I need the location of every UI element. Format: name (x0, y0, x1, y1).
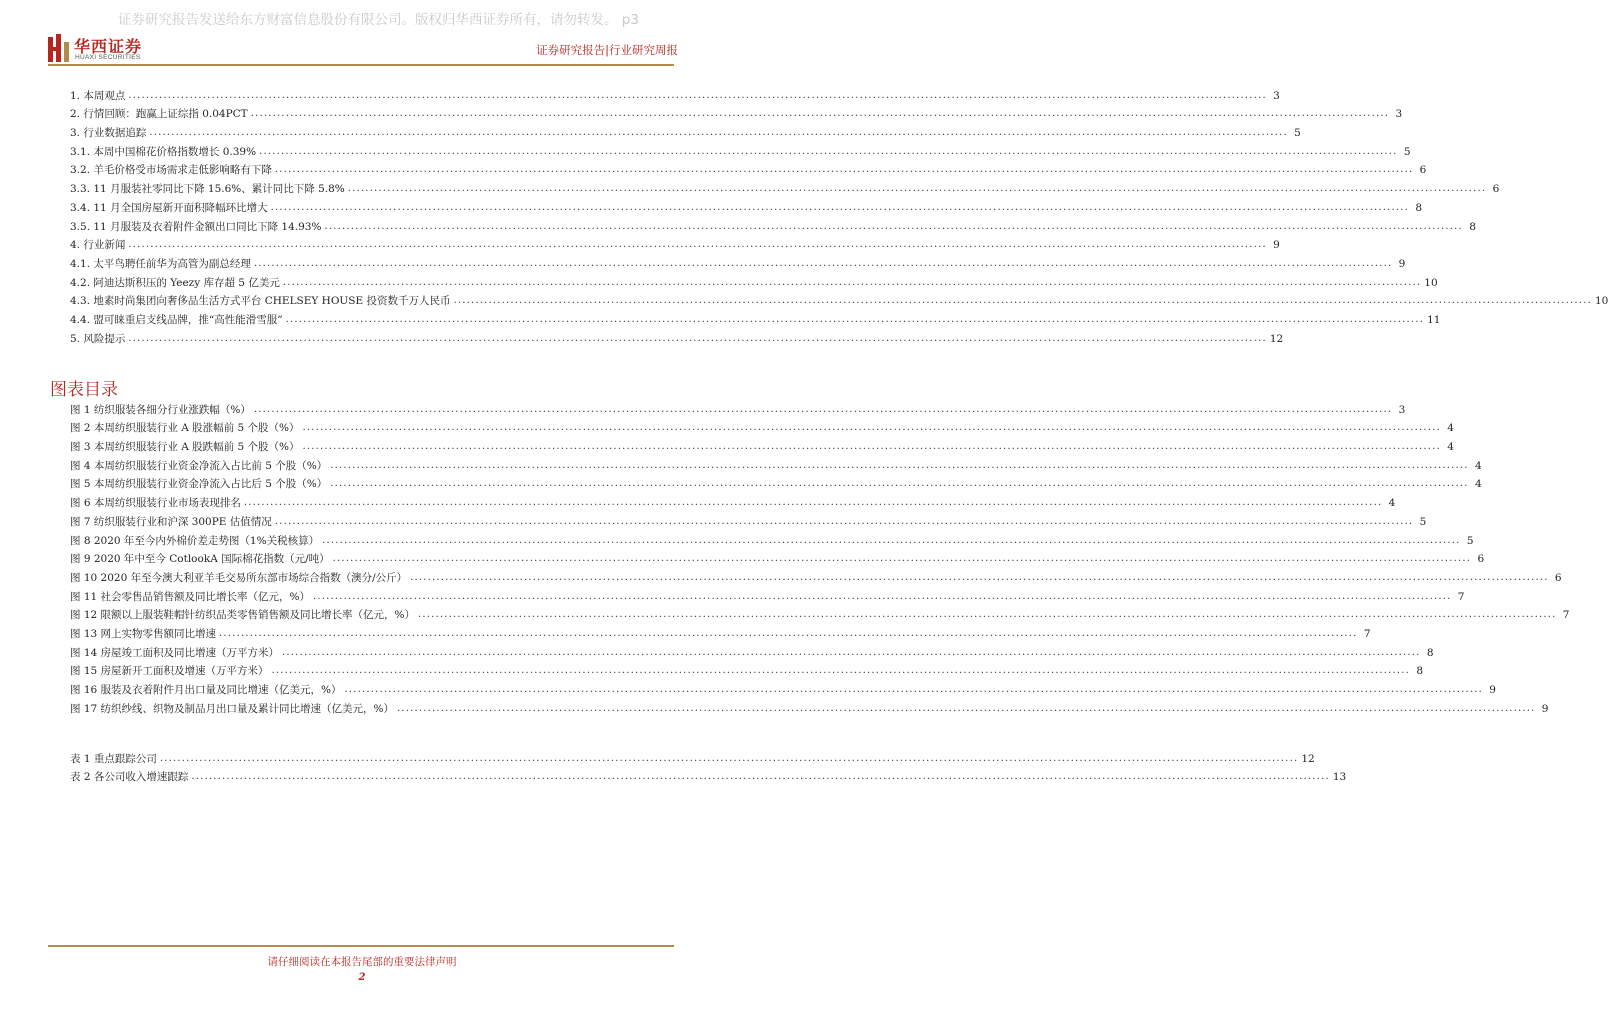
toc-entry-title: 3. 行业数据追踪 (70, 127, 147, 140)
leader-dots: .................................................................................................................................................................................................................................................................... (274, 164, 1414, 176)
leader-dots: .................................................................................................................................................................................................................................................................... (191, 771, 1330, 783)
toc-entry[interactable] (70, 308, 1441, 327)
leader-dots: .................................................................................................................................................................................................................................................................... (324, 220, 1463, 232)
leader-dots: .................................................................................................................................................................................................................................................................... (282, 646, 1421, 658)
figure-entry[interactable] (70, 697, 1549, 716)
figure-entry-page: 7 (1457, 590, 1465, 603)
figure-entry-page: 6 (1477, 553, 1485, 566)
toc-entry-title: 3.1. 本周中国棉花价格指数增长 0.39% (70, 145, 257, 158)
toc-entry[interactable] (70, 159, 1427, 178)
figure-entry-title: 图 14 房屋竣工面积及同比增速（万平方米） (70, 646, 280, 659)
toc-entry-title: 2. 行情回顾：跑赢上证综指 0.04PCT (70, 108, 248, 121)
leader-dots: .................................................................................................................................................................................................................................................................... (159, 752, 1299, 764)
toc-entry[interactable] (70, 177, 1500, 196)
toc-entry-page: 8 (1469, 220, 1476, 233)
company-logo (48, 34, 178, 64)
toc-entry[interactable] (70, 196, 1423, 215)
figure-entry-title: 图 2 本周纺织服装行业 A 股涨幅前 5 个股（%） (70, 422, 300, 435)
leader-dots: .................................................................................................................................................................................................................................................................... (271, 665, 1411, 677)
figure-entry-title: 图 10 2020 年至今澳大利亚羊毛交易所东部市场综合指数（澳分/公斤） (70, 571, 408, 584)
leader-dots: .................................................................................................................................................................................................................................................................... (253, 403, 1393, 415)
leader-dots: .................................................................................................................................................................................................................................................................... (322, 534, 1461, 546)
toc-entry-page: 12 (1269, 332, 1284, 345)
figure-entry-page: 4 (1474, 459, 1482, 472)
leader-dots: .................................................................................................................................................................................................................................................................... (259, 145, 1398, 157)
figure-entry[interactable] (70, 398, 1406, 417)
toc-entry-page: 9 (1398, 257, 1406, 270)
figure-entry-title: 图 5 本周纺织服装行业资金净流入占比后 5 个股（%） (70, 478, 328, 491)
figure-entry-page: 4 (1447, 422, 1454, 435)
leader-dots: .................................................................................................................................................................................................................................................................... (282, 276, 1422, 288)
figure-entry-title: 图 13 网上实物零售额同比增速 (70, 627, 217, 640)
figure-entry[interactable] (70, 641, 1434, 660)
toc-entry-title: 4.1. 太平鸟聘任前华为高管为副总经理 (70, 257, 251, 270)
leader-dots: .................................................................................................................................................................................................................................................................... (274, 515, 1414, 527)
leader-dots: .................................................................................................................................................................................................................................................................... (243, 497, 1383, 509)
figure-entry[interactable] (70, 548, 1485, 567)
toc-entry-title: 4.4. 盟可睐重启支线品牌，推“高性能滑雪服” (70, 313, 283, 326)
footer-divider (48, 945, 674, 947)
figure-entry[interactable] (70, 585, 1465, 604)
leader-dots: .................................................................................................................................................................................................................................................................... (347, 183, 1487, 195)
figure-entry-page: 6 (1554, 571, 1562, 584)
leader-dots: .................................................................................................................................................................................................................................................................... (250, 108, 1390, 120)
figure-entry-title: 图 6 本周纺织服装行业市场表现排名 (70, 497, 241, 510)
table-entry-page: 13 (1332, 771, 1347, 784)
figure-entry-page: 5 (1419, 515, 1427, 528)
figure-entry-page: 7 (1562, 609, 1570, 622)
figure-entry-title: 图 15 房屋新开工面积及增速（万平方米） (70, 665, 269, 678)
leader-dots: .................................................................................................................................................................................................................................................................... (285, 313, 1425, 325)
leader-dots: .................................................................................................................................................................................................................................................................... (410, 571, 1549, 583)
leader-dots: .................................................................................................................................................................................................................................................................... (418, 609, 1557, 621)
table-entry-title: 表 2 各公司收入增速跟踪 (70, 771, 189, 784)
figure-entry[interactable] (70, 660, 1424, 679)
toc-entry-page: 8 (1415, 201, 1423, 214)
figure-entry[interactable] (70, 491, 1396, 510)
toc-entry-title: 4.2. 阿迪达斯积压的 Yeezy 库存超 5 亿美元 (70, 276, 280, 289)
table-of-contents (70, 84, 1608, 346)
toc-entry-page: 5 (1294, 127, 1301, 140)
leader-dots: .................................................................................................................................................................................................................................................................... (330, 478, 1469, 490)
toc-entry-title: 4. 行业新闻 (70, 239, 126, 252)
figure-entry-title: 图 16 服装及衣着附件月出口量及同比增速（亿美元，%） (70, 684, 342, 696)
toc-entry-title: 3.2. 羊毛价格受市场需求走低影响略有下降 (70, 164, 272, 177)
figure-entry-page: 9 (1541, 702, 1549, 715)
figures-heading: 图表目录 (50, 380, 118, 400)
figure-entry-title: 图 3 本周纺织服装行业 A 股跌幅前 5 个股（%） (70, 441, 300, 454)
figure-entry-title: 图 17 纺织纱线、织物及制品月出口量及累计同比增速（亿美元，%） (70, 702, 395, 715)
report-type-label: 证券研究报告|行业研究周报 (536, 43, 678, 57)
figure-entry[interactable] (70, 510, 1427, 529)
toc-entry[interactable] (70, 290, 1608, 309)
leader-dots: .................................................................................................................................................................................................................................................................... (313, 590, 1452, 602)
leader-dots: .................................................................................................................................................................................................................................................................... (332, 553, 1472, 565)
toc-entry-page: 5 (1403, 145, 1411, 158)
figure-entry-title: 图 1 纺织服装各细分行业涨跌幅（%） (70, 403, 251, 416)
figure-entry[interactable] (70, 454, 1482, 473)
page-number: 2 (358, 972, 366, 983)
toc-entry-page: 3 (1273, 89, 1280, 102)
toc-entry[interactable] (70, 215, 1476, 234)
tables-list (70, 747, 1347, 784)
figure-entry-title: 图 4 本周纺织服装行业资金净流入占比前 5 个股（%） (70, 459, 328, 472)
figure-entry-title: 图 12 限额以上服装鞋帽针纺织品类零售销售额及同比增长率（亿元，%） (70, 609, 416, 622)
figure-entry[interactable] (70, 678, 1496, 697)
figure-entry-page: 8 (1416, 665, 1424, 678)
table-entry[interactable] (70, 747, 1315, 766)
figure-entry[interactable] (70, 622, 1371, 641)
toc-entry[interactable] (70, 121, 1301, 140)
figure-entry[interactable] (70, 604, 1570, 623)
leader-dots: .................................................................................................................................................................................................................................................................... (302, 422, 1441, 434)
leader-dots: .................................................................................................................................................................................................................................................................... (149, 127, 1288, 139)
toc-entry[interactable] (70, 271, 1438, 290)
toc-entry[interactable] (70, 84, 1280, 103)
toc-entry-page: 3 (1395, 108, 1403, 121)
figures-list (70, 398, 1570, 716)
legal-notice: 请仔细阅读在本报告尾部的重要法律声明 (267, 956, 457, 968)
toc-entry-page: 10 (1594, 295, 1608, 308)
toc-entry-page: 10 (1424, 276, 1438, 289)
table-entry-title: 表 1 重点跟踪公司 (70, 752, 157, 765)
header-divider (48, 64, 674, 66)
figure-entry-page: 5 (1466, 534, 1474, 547)
toc-entry-title: 1. 本周观点 (70, 89, 126, 102)
figure-entry-page: 4 (1388, 497, 1396, 510)
toc-entry-title: 3.4. 11 月全国房屋新开面积降幅环比增大 (70, 201, 268, 214)
figure-entry-title: 图 7 纺织服装行业和沪深 300PE 估值情况 (70, 515, 272, 528)
figure-entry-page: 4 (1447, 441, 1454, 454)
figure-entry-title: 图 8 2020 年至今内外棉价差走势图（1%关税核算） (70, 534, 320, 547)
logo-english-name: HUAXI SECURITIES (75, 54, 141, 61)
table-entry-page: 12 (1301, 752, 1315, 765)
toc-entry[interactable] (70, 234, 1280, 253)
figure-entry[interactable] (70, 435, 1454, 454)
leader-dots: .................................................................................................................................................................................................................................................................... (128, 239, 1267, 251)
toc-entry[interactable] (70, 103, 1403, 122)
figure-entry-title: 图 9 2020 年中至今 CotlookA 国际棉花指数（元/吨） (70, 553, 330, 566)
leader-dots: .................................................................................................................................................................................................................................................................... (128, 332, 1267, 344)
watermark-text: 证券研究报告发送给东方财富信息股份有限公司。版权归华西证券所有，请勿转发。 p3 (118, 12, 639, 28)
leader-dots: .................................................................................................................................................................................................................................................................... (330, 459, 1469, 471)
figure-entry[interactable] (70, 417, 1454, 436)
toc-entry-title: 3.5. 11 月服装及衣着附件金额出口同比下降 14.93% (70, 220, 322, 233)
figure-entry-title: 图 11 社会零售品销售额及同比增长率（亿元，%） (70, 590, 311, 603)
leader-dots: .................................................................................................................................................................................................................................................................... (344, 684, 1483, 695)
figure-entry[interactable] (70, 473, 1482, 492)
toc-entry-page: 6 (1492, 183, 1500, 196)
leader-dots: .................................................................................................................................................................................................................................................................... (397, 702, 1536, 714)
toc-entry-title: 5. 风险提示 (70, 332, 126, 345)
figure-entry-page: 3 (1398, 403, 1406, 416)
figure-entry-page: 8 (1426, 646, 1434, 659)
toc-entry[interactable] (70, 327, 1284, 346)
toc-entry-page: 11 (1427, 313, 1441, 326)
toc-entry-title: 3.3. 11 月服装社零同比下降 15.6%、累计同比下降 5.8% (70, 183, 345, 196)
figure-entry-page: 7 (1363, 627, 1371, 640)
logo-chinese-name: 华西证券 (74, 37, 143, 56)
leader-dots: .................................................................................................................................................................................................................................................................... (302, 441, 1441, 453)
toc-entry-page: 6 (1419, 164, 1427, 177)
huaxi-logo-icon (48, 34, 70, 62)
leader-dots: .................................................................................................................................................................................................................................................................... (270, 201, 1410, 213)
figure-entry[interactable] (70, 566, 1562, 585)
figure-entry[interactable] (70, 529, 1474, 548)
leader-dots: .................................................................................................................................................................................................................................................................... (128, 89, 1267, 101)
figure-entry-page: 9 (1489, 684, 1496, 696)
toc-entry[interactable] (70, 140, 1411, 159)
leader-dots: .................................................................................................................................................................................................................................................................... (453, 295, 1592, 307)
toc-entry-page: 9 (1273, 239, 1280, 252)
table-entry[interactable] (70, 766, 1347, 785)
figure-entry-page: 4 (1474, 478, 1482, 491)
leader-dots: .................................................................................................................................................................................................................................................................... (253, 257, 1393, 269)
leader-dots: .................................................................................................................................................................................................................................................................... (219, 627, 1358, 639)
toc-entry[interactable] (70, 252, 1406, 271)
toc-entry-title: 4.3. 地素时尚集团向奢侈品生活方式平台 CHELSEY HOUSE 投资数千万人民币 (70, 295, 451, 308)
